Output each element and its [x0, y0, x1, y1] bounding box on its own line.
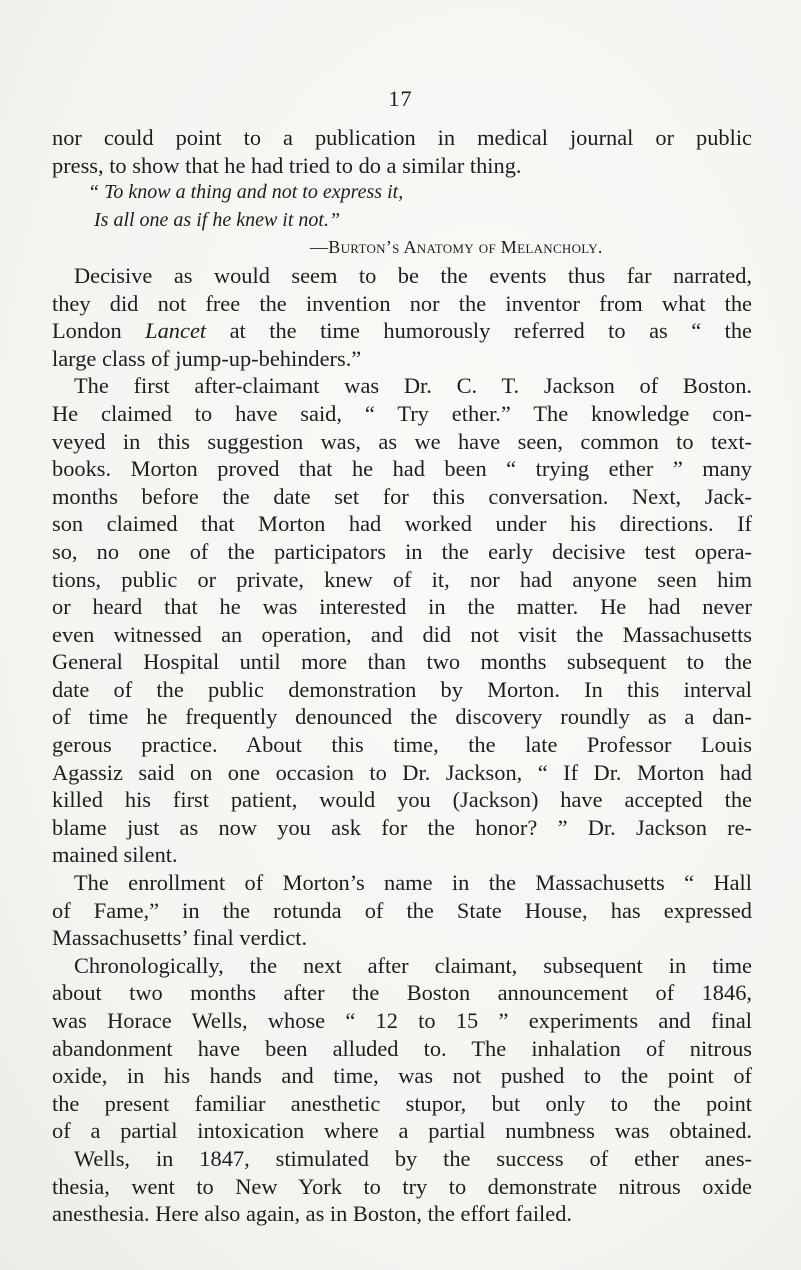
journal-title: Lancet: [145, 318, 207, 344]
text-line: so, no one of the participators in the early decisive test opera-: [52, 538, 752, 564]
text-segment: London: [52, 318, 146, 344]
text-line: nor could point to a publication in medical journal or public: [52, 125, 752, 150]
text-line: about two months after the Boston announcement of 1846,: [52, 980, 752, 1006]
text-line: oxide, in his hands and time, was not pushed to the point of: [52, 1063, 752, 1089]
text-line: large class of jump-up-behinders.”: [52, 345, 362, 371]
text-line: months before the date set for this conversation. Next, Jack-: [52, 483, 752, 509]
text-line: tions, public or private, knew of it, nor had anyone seen him: [52, 566, 752, 592]
text-line: books. Morton proved that he had been “ trying ether ” many: [52, 456, 752, 482]
page-number: 17: [388, 86, 413, 111]
text-line: The first after-claimant was Dr. C. T. Jackson of Boston.: [74, 373, 752, 399]
text-line: mained silent.: [52, 842, 178, 868]
text-line: even witnessed an operation, and did not visit the Massachusetts: [52, 621, 752, 647]
text-line: blame just as now you ask for the honor? ” Dr. Jackson re-: [52, 814, 752, 840]
text-line: killed his first patient, would you (Jackson) have accepted the: [52, 787, 752, 813]
text-line: they did not free the invention nor the inventor from what the: [52, 290, 752, 316]
text-line: of Fame,” in the rotunda of the State House, has expressed: [52, 897, 752, 923]
text-line: or heard that he was interested in the matter. He had never: [52, 594, 752, 620]
text-line: was Horace Wells, whose “ 12 to 15 ” experiments and final: [52, 1008, 752, 1033]
text-line: of time he frequently denounced the discovery roundly as a dan-: [52, 704, 752, 730]
text-line: of a partial intoxication where a partial numbness was obtained.: [52, 1118, 752, 1144]
text-line: the present familiar anesthetic stupor, but only to the point: [52, 1090, 752, 1116]
text-line: Chronologically, the next after claimant, subsequent in time: [74, 952, 752, 978]
text-line: veyed in this suggestion was, as we have seen, common to text-: [52, 428, 752, 454]
text-line: date of the public demonstration by Morton. In this interval: [52, 676, 752, 702]
epigraph-line: “ To know a thing and not to express it,: [88, 181, 404, 204]
text-line: gerous practice. About this time, the late Professor Louis: [52, 732, 752, 758]
text-line: Wells, in 1847, stimulated by the success of ether anes-: [74, 1145, 752, 1171]
text-line: The enrollment of Morton’s name in the Massachusetts “ Hall: [74, 870, 752, 896]
text-line: Agassiz said on one occasion to Dr. Jackson, “ If Dr. Morton had: [52, 759, 752, 785]
text-line: son claimed that Morton had worked under his directions. If: [52, 511, 752, 537]
text-line: He claimed to have said, “ Try ether.” The knowledge con-: [52, 400, 752, 426]
text-line: [52, 317, 752, 345]
text-line: thesia, went to New York to try to demonstrate nitrous oxide: [52, 1173, 752, 1199]
epigraph-line: Is all one as if he knew it not.”: [94, 208, 341, 231]
text-line: press, to show that he had tried to do a similar thing.: [52, 152, 522, 178]
text-line: anesthesia. Here also again, as in Boston, the effort failed.: [52, 1201, 573, 1227]
body-text: [52, 124, 752, 1228]
text-segment: at the time humorously referred to as “ the: [206, 318, 752, 344]
epigraph-attribution: [52, 234, 752, 262]
attribution-text: —Burton’s Anatomy of Melancholy.: [310, 237, 603, 258]
text-line: Decisive as would seem to be the events thus far narrated,: [74, 262, 752, 288]
text-line: General Hospital until more than two months subsequent to the: [52, 649, 752, 675]
text-line: abandonment have been alluded to. The inhalation of nitrous: [52, 1035, 752, 1061]
text-line: Massachusetts’ final verdict.: [52, 925, 308, 951]
